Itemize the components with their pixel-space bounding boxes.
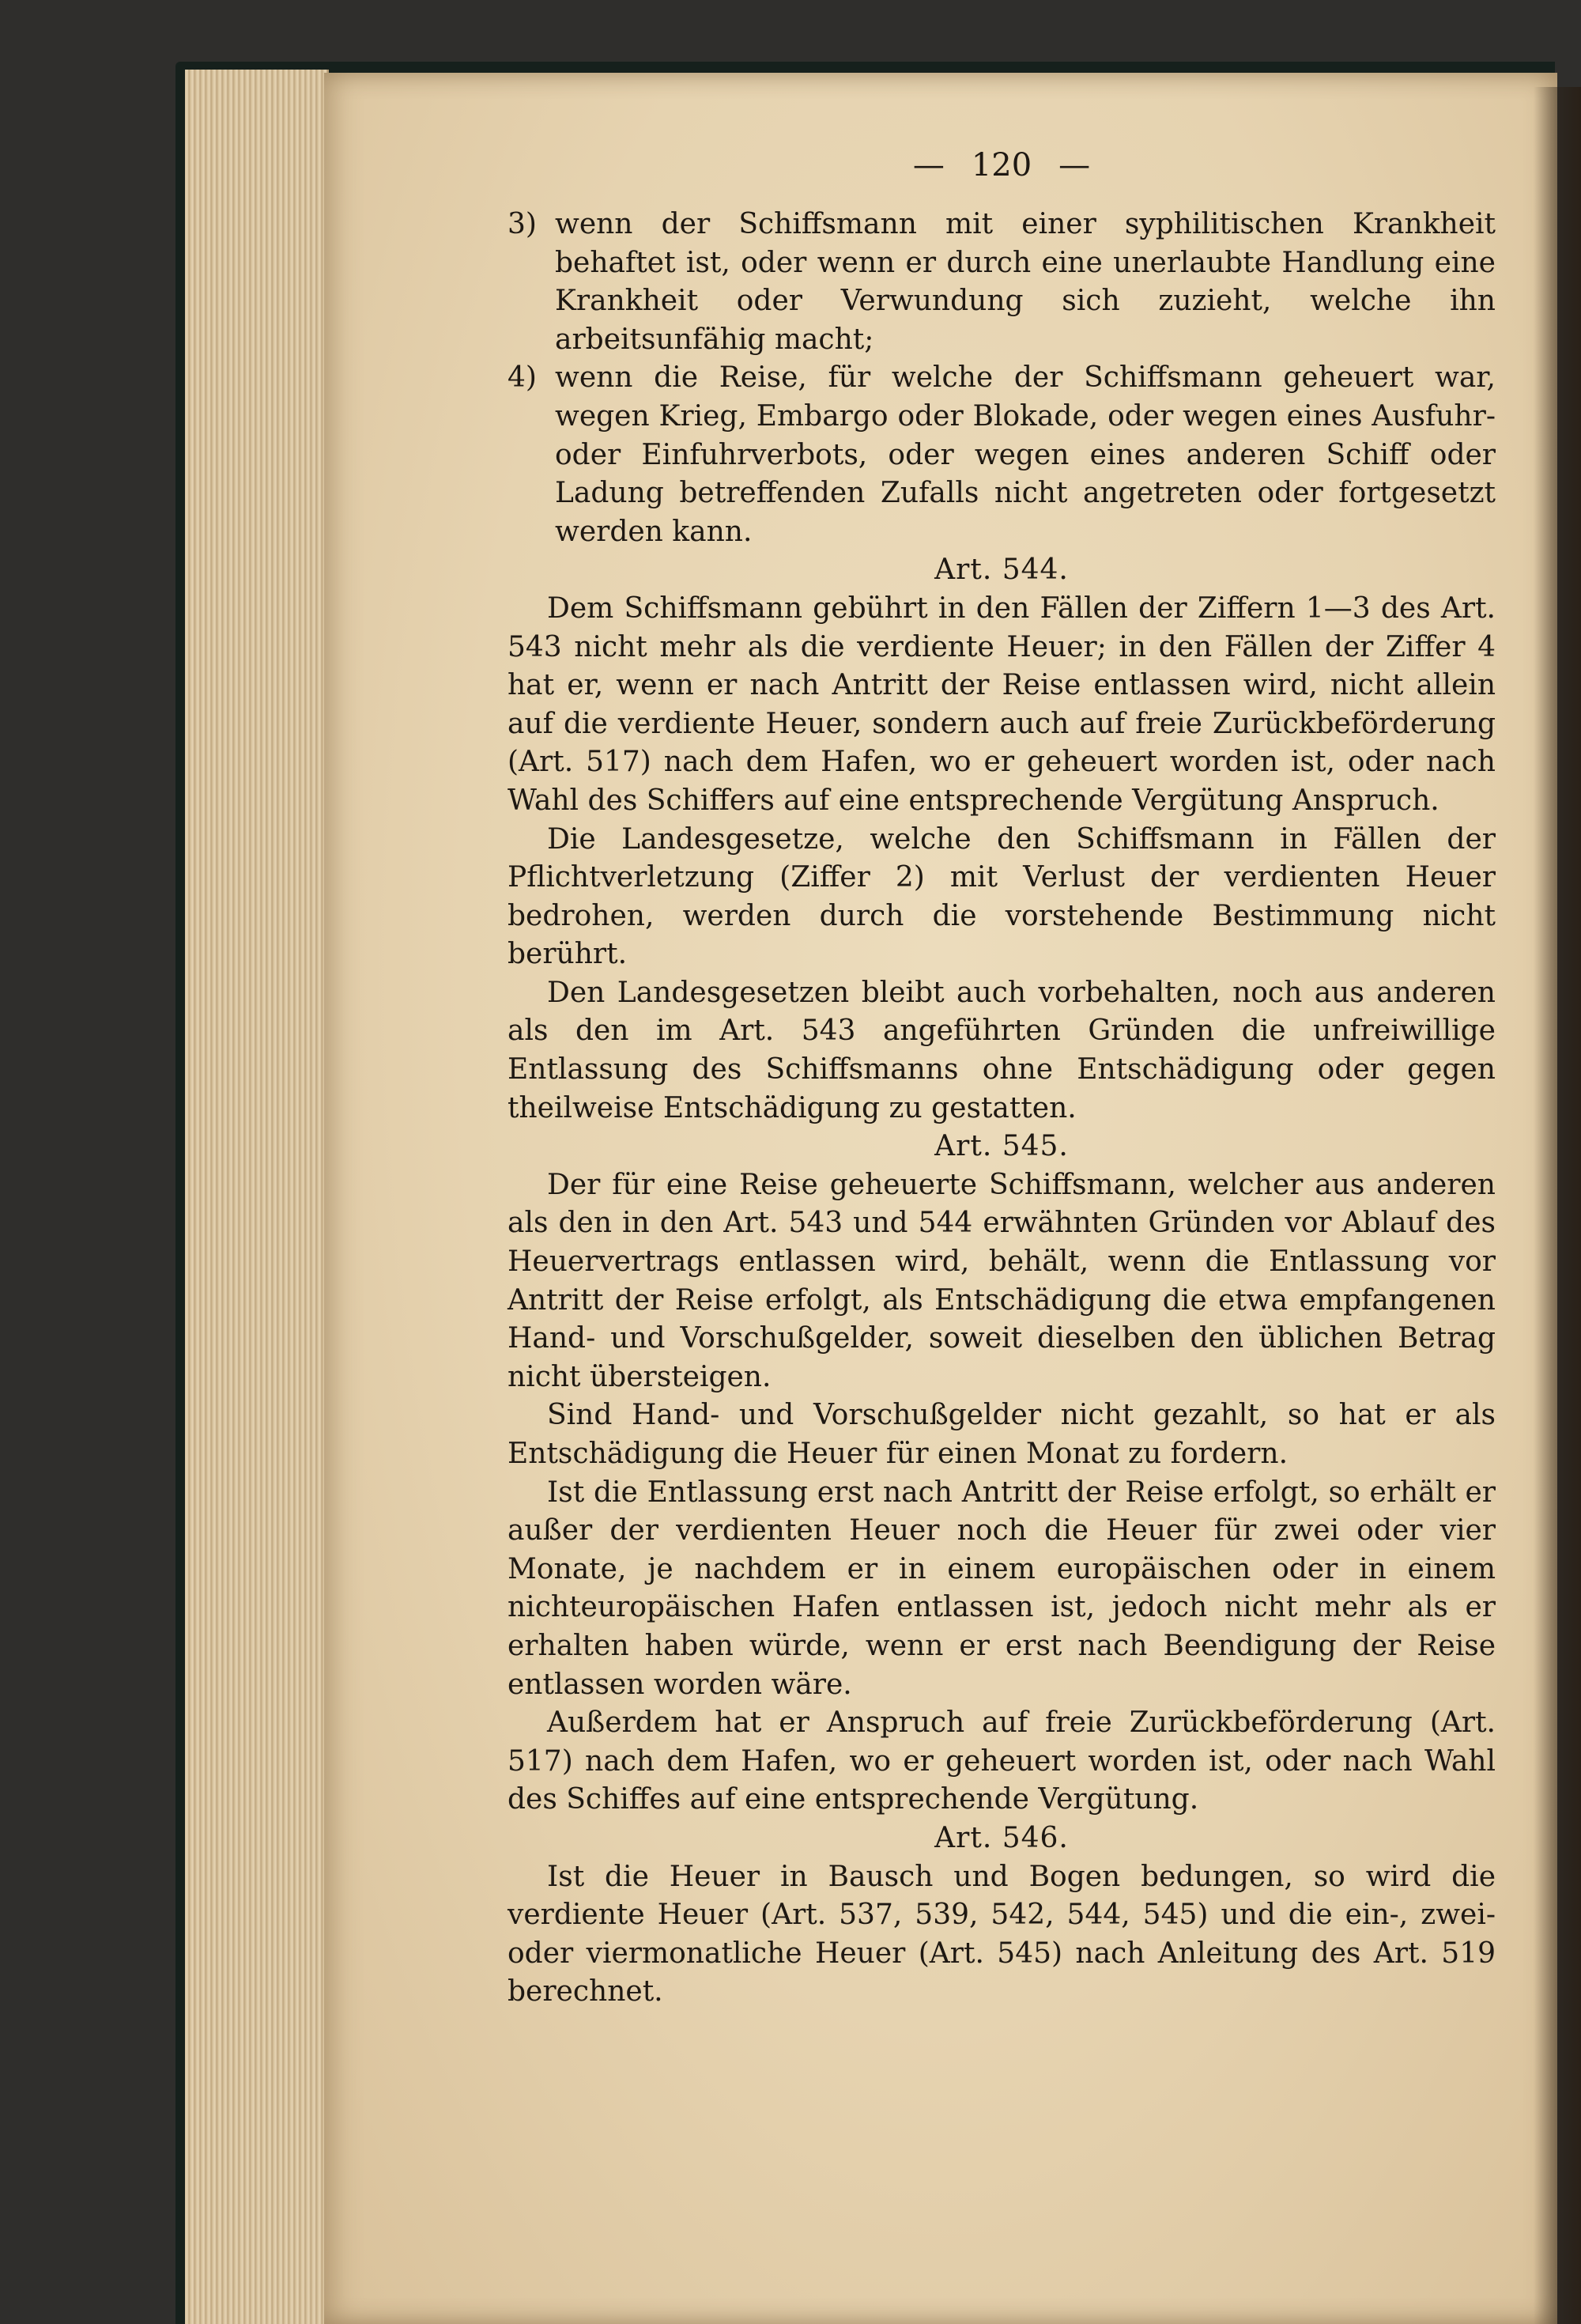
- paragraph: Außerdem hat er Anspruch auf freie Zurückbeförderung (Art. 517) nach dem Hafen, wo er geheuert worden ist, oder nach Wahl des Schiffes auf eine entsprechende Vergütung.: [508, 1706, 1496, 1816]
- list-marker: 4): [508, 361, 537, 395]
- list-item-text: wenn der Schiffsmann mit einer syphilitischen Krankheit behaftet ist, oder wenn er durch eine unerlaubte Handlung eine Krankheit oder Verwundung sich zuzieht, welche ihn arbeitsunfähig macht;: [555, 208, 1496, 356]
- list-marker: 3): [508, 208, 537, 240]
- paragraph: Den Landesgesetzen bleibt auch vorbehalten, noch aus anderen als den im Art. 543 angeführten Gründen die unfreiwillige Entlassung des Schiffsmanns ohne Entschädigung oder gegen theilweise Entschädigung zu gestatten.: [508, 976, 1496, 1124]
- page-text: [508, 142, 1496, 2012]
- list-item-text: wenn die Reise, für welche der Schiffsmann geheuert war, wegen Krieg, Embargo oder Blokade, oder wegen eines Ausfuhr- oder Einfuhrverbots, oder wegen eines anderen Schiff oder Ladung betreffenden Zufalls nicht angetreten oder fortgesetzt werden kann.: [555, 361, 1496, 548]
- page-header: [508, 142, 1496, 206]
- gutter-shadow: [1534, 87, 1581, 2324]
- paragraph: Ist die Heuer in Bausch und Bogen bedungen, so wird die verdiente Heuer (Art. 537, 539, 542, 544, 545) und die ein-, zwei- oder viermonatliche Heuer (Art. 545) nach Anleitung des Art. 519 berechnet.: [508, 1860, 1496, 2008]
- folio-dash-left: —: [912, 147, 945, 183]
- article-heading-544: Art. 544.: [934, 554, 1069, 587]
- list-item-3: [508, 206, 1496, 359]
- paragraph: Die Landesgesetze, welche den Schiffsmann in Fällen der Pflichtverletzung (Ziffer 2) mit Verlust der verdienten Heuer bedrohen, werden durch die vorstehende Bestimmung nicht berührt.: [508, 822, 1496, 971]
- paragraph: Dem Schiffsmann gebührt in den Fällen der Ziffern 1—3 des Art. 543 nicht mehr als die verdiente Heuer; in den Fällen der Ziffer 4 hat er, wenn er nach Antritt der Reise entlassen wird, nicht allein auf die verdiente Heuer, sondern auch auf freie Zurückbeförderung (Art. 517) nach dem Hafen, wo er geheuert worden ist, oder nach Wahl des Schiffers auf eine entsprechende Vergütung Anspruch.: [508, 591, 1496, 817]
- paragraph: Der für eine Reise geheuerte Schiffsmann, welcher aus anderen als den in den Art. 543 und 544 erwähnten Gründen vor Ablauf des Heuervertrags entlassen wird, behält, wenn die Entlassung vor Antritt der Reise erfolgt, als Entschädigung die etwa empfangenen Hand- und Vorschußgelder, soweit dieselben den üblichen Betrag nicht übersteigen.: [508, 1168, 1496, 1393]
- paragraph: Sind Hand- und Vorschußgelder nicht gezahlt, so hat er als Entschädigung die Heuer für einen Monat zu fordern.: [508, 1399, 1496, 1470]
- page-number: 120: [971, 147, 1032, 183]
- page-stack-edges: [185, 70, 329, 2324]
- folio-dash-right: —: [1058, 147, 1091, 183]
- paragraph: Ist die Entlassung erst nach Antritt der Reise erfolgt, so erhält er außer der verdienten Heuer noch die Heuer für zwei oder vier Monate, je nachdem er in einem europäischen oder in einem nichteuropäischen Hafen entlassen ist, jedoch nicht mehr als er erhalten haben würde, wenn er erst nach Beendigung der Reise entlassen worden wäre.: [508, 1476, 1496, 1701]
- list-item-4: [508, 359, 1496, 551]
- article-heading-546: Art. 546.: [934, 1821, 1069, 1854]
- article-heading-545: Art. 545.: [934, 1130, 1069, 1163]
